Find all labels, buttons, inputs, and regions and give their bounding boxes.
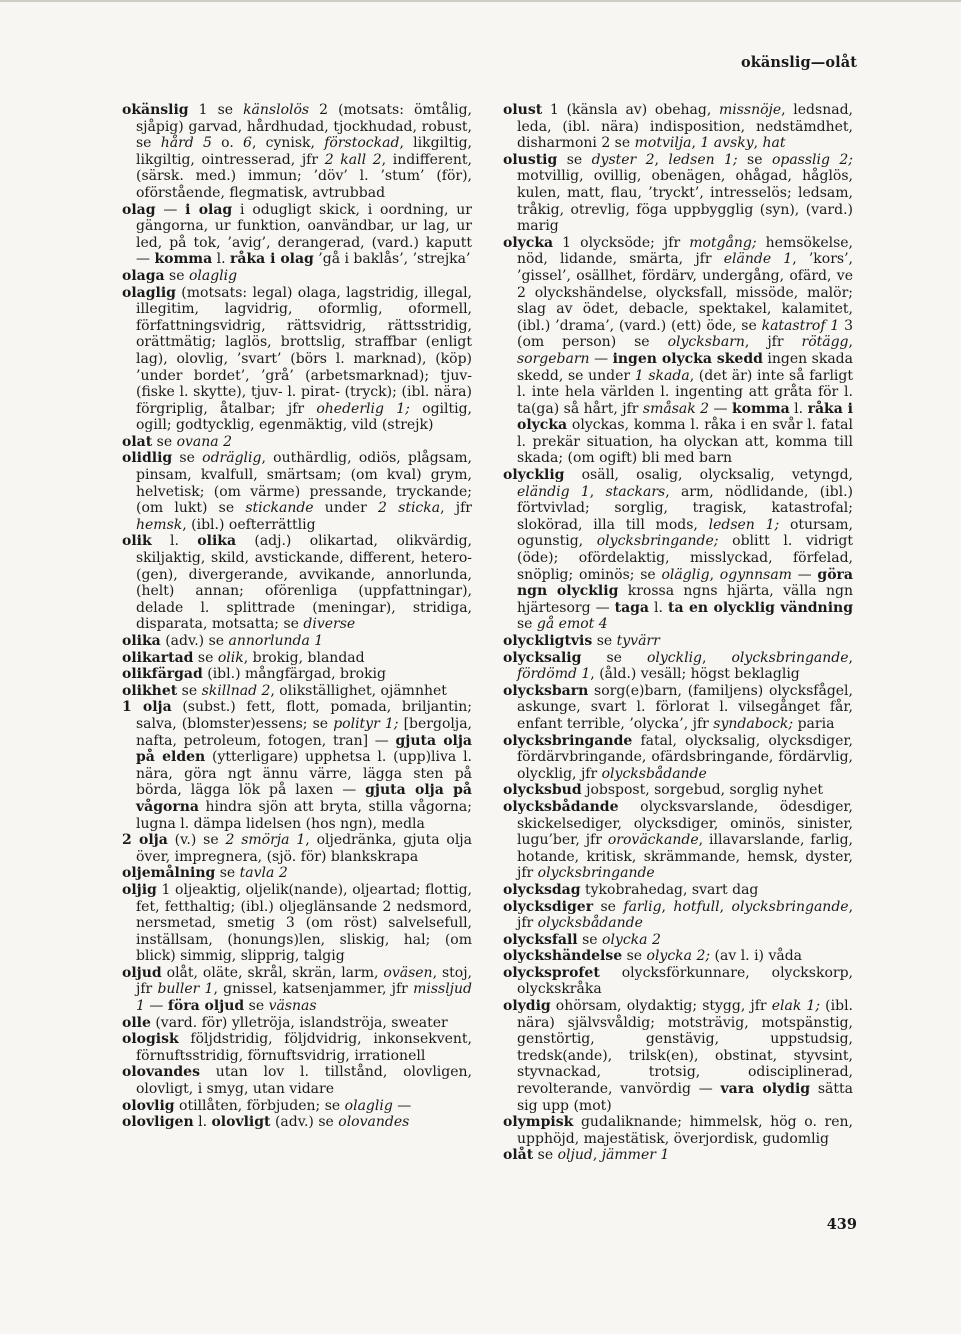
dictionary-entry: olycksbarn sorg(e)barn, (familjens) olycksfågel, askunge, svart l. förlorat l. vilsegånget får, enfant terrible, ’olycka’, jfr syndabock; paria [503,682,853,732]
dictionary-entry: olycksfall se olycka 2 [503,931,661,948]
dictionary-entry: olåt se oljud, jämmer 1 [503,1147,670,1164]
left-column [122,102,472,1131]
dictionary-entry: olycksbådande olycksvarslande, ödesdiger, skickelsediger, olycksdiger, ominös, sinister, lugu’ber, jfr oroväckande, illavarslande, farlig, hotande, kritisk, skrämmande, hemsk, dyster, jfr olycksbringande [503,798,853,882]
dictionary-entry: olycksprofet olycksförkunnare, olyckskorp, olyckskråka [503,964,853,998]
right-column [503,102,853,1164]
page-number: 439 [826,1216,857,1233]
dictionary-entry: olust 1 (känsla av) obehag, missnöje, ledsnad, leda, (ibl. nära) indisposition, nedstämdhet, disharmoni 2 se motvilja, 1 avsky, hat [503,102,853,152]
dictionary-entry: olat se ovana 2 [122,433,232,450]
dictionary-entry: olikfärgad (ibl.) mångfärgad, brokig [122,666,386,683]
dictionary-entry: 2 olja (v.) se 2 smörja 1, oljedränka, gjuta olja över, impregnera, (sjö. för) blankskrapa [122,832,472,865]
dictionary-entry: olycksalig se olycklig, olycksbringande, fördömd 1, (åld.) vesäll; högst beklaglig [503,649,853,683]
dictionary-entry: olovandes utan lov l. tillstånd, olovligen, olovligt, i smyg, utan vidare [122,1064,472,1098]
dictionary-entry: 1 olja (subst.) fett, flott, pomada, briljantin; salva, (blomster)essens; se polityr 1; [bergolja, nafta, petroleum, fotogen, tran] — gjuta olja på elden (ytterligare) upphetsa l. (upp)liva l. nära, göra ngt ännu värre, lägga sten på börda, lägga lök på laxen — gjuta olja på vågorna hindra sjön att bryta, stilla vågorna; lugna l. dämpa lidelsen (hos ngn), medla [122,699,473,832]
dictionary-entry: olustig se dyster 2, ledsen 1; se opasslig 2; motvillig, ovillig, obenägen, ohågad, håglös, kulen, matt, flau, ’tryckt’, intresselös; ledsam, tråkig, otrevlig, föga uppbygglig (syn), (vard.) marig [503,151,853,235]
dictionary-entry: olaglig (motsats: legal) olaga, lagstridig, illegal, illegitim, lagvidrig, oformlig, oformell, författningsvidrig, rättsvidrig, rättsstridig, orättmätig; laglös, brottslig, straffbar (enligt lag), olovlig, ’svart’ (börs l. marknad), (köp) ’under bordet’, ’grå’ (arbetsmarknad); tjuv- (fiske l. skytte), tjuv- l. pirat- (tryck); (ibl. nära) förgriplig, åtalbar; jfr ohederlig 1; ogiltig, ogill; godtycklig, egenmäktig, vild (strejk) [122,284,473,434]
dictionary-entry: olikartad se olik, brokig, blandad [122,649,365,666]
dictionary-entry: olydig ohörsam, olydaktig; stygg, jfr elak 1; (ibl. nära) självsvåldig; motsträvig, motspänstig, genstörtig, genstävig, uppstudsig, tredsk(ande), trilsk(en), obstinat, styvsint, styvnackad, trotsig, odisciplinerad, revolterande, vanvördig — vara olydig sätta sig upp (mot) [503,998,853,1114]
dictionary-entry: olycklig osäll, osalig, olycksalig, vetyngd, eländig 1, stackars, arm, nödlidande, (ibl.) förtvivlad; sorglig, tragisk, katastrofal; slokörad, illa till mods, ledsen 1; otursam, ogunstig, olycksbringande; oblitt l. vidrigt (öde); ofördelaktig, misslyckad, förfelad, snöplig; ominös; se oläglig, ogynnsam — göra ngn olycklig krossa ngns hjärta, välla ngn hjärtesorg — taga l. ta en olycklig vändning se gå emot 4 [503,467,854,633]
dictionary-entry: olidlig se odräglig, outhärdlig, odiös, plågsam, pinsam, kvalfull, smärtsam; (om kval) grym, helvetisk; (om värme) pressande, tryckande; (om lukt) se stickande under 2 sticka, jfr hemsk, (ibl.) oefterrättlig [122,450,472,533]
dictionary-entry: olag — i olag i odugligt skick, i oordning, ur gängorna, ur funktion, oanvändbar, ur lag, ur led, på tok, ’avig’, derangerad, (vard.) kaputt — komma l. råka i olag ’gå i baklås’, ’strejka’ [122,201,473,268]
dictionary-entry: oljud olåt, oläte, skrål, skrän, larm, oväsen, stoj, jfr buller 1, gnissel, katsenjammer, jfr misslјud 1 — föra oljud se väsnas [122,964,472,1015]
dictionary-entry: olikhet se skillnad 2, olikställighet, ojämnhet [122,682,447,699]
dictionary-entry: olika (adv.) se annorlunda 1 [122,633,324,649]
dictionary-entry: olyckligtvis se tyvärr [503,633,660,649]
dictionary-entry: oljig 1 oljeaktig, oljelik(nande), oljeartad; flottig, fet, fetthaltig; (ibl.) oljeglänsande 2 nedsmord, nersmetad, smetig 3 (om röst) salvelsefull, inställsam, (honungs)len, sliskig, hal; (om blick) simmig, slipprig, talgig [122,881,472,965]
dictionary-entry: olovlig otillåten, förbjuden; se olaglig — [122,1097,412,1114]
dictionary-entry: olycksdag tykobrahedag, svart dag [503,881,759,898]
dictionary-entry: okänslig 1 se känslolös 2 (motsats: ömtålig, sjåpig) garvad, hårdhudad, tjockhudad, robust, se hård 5 o. 6, cynisk, förstockad, likgiltig, likgiltig, ointresserad, jfr 2 kall 2, indifferent, (särsk. med.) immun; ’döv’ l. ’stum’ (för), oförstående, flegmatisk, avtrubbad [122,102,473,201]
running-head: okänslig—olåt [740,54,857,71]
dictionary-entry: olle (vard. för) ylletröja, islandströja, sweater [122,1014,448,1031]
dictionary-entry: olycksbringande fatal, olycksalig, olycksdiger, fördärvbringande, ofärdsbringande, fördärvlig, olycklig, jfr olycksbådande [503,732,853,782]
dictionary-entry: olovligen l. olovligt (adv.) se olovandes [122,1114,410,1131]
dictionary-entry: olycksdiger se farlig, hotfull, olycksbringande, jfr olycksbådande [503,898,854,932]
dictionary-entry: olycka 1 olycksöde; jfr motgång; hemsökelse, nöd, lidande, smärta, jfr elände 1, ’kors’, ’gissel’, osällhet, fördärv, undergång, ofärd, ve 2 olyckshändelse, olycksfall, missöde, malör; slag av ödet, debacle, spektakel, kalamitet, (ibl.) ’drama’, (vard.) (ett) öde, se katastrof 1 3 (om person) se olycksbarn, jfr rötägg, sorgebarn — ingen olycka skedd ingen skada skedd, se under 1 skada, (det är) inte så farligt l. inte hela världen l. ingenting att gråta för l. ta(ga) så hårt, jfr småsak 2 — komma l. råka i olycka olyckas, komma l. råka i en svår l. fatal l. prekär situation, ha olyckan att, komma till skada; (om ogift) bli med barn [503,234,854,467]
dictionary-entry: olaga se olaglig [122,267,238,284]
dictionary-entry: ologisk följdstridig, följdvidrig, inkonsekvent, förnuftsstridig, förnuftsvidrig, irrationell [122,1031,472,1064]
dictionary-entry: olik l. olika (adj.) olikartad, olikvärdig, skiljaktig, skild, avstickande, different, hetero-(gen), divergerande, avvikande, annorlunda, (helt) annan; oförenliga (uppfattningar), delade l. splittrade (meningar), stridiga, disparata, motsatta; se diverse [122,533,472,633]
dictionary-entry: olycksbud jobspost, sorgebud, sorglig nyhet [503,782,824,799]
dictionary-entry: olympisk gudaliknande; himmelsk, hög o. ren, upphöjd, majestätisk, överjordisk, gudomlig [503,1114,853,1147]
dictionary-entry: oljemålning se tavla 2 [122,865,288,882]
top-edge-rule [0,0,961,2]
dictionary-entry: olyckshändelse se olycka 2; (av l. i) våda [503,948,803,965]
